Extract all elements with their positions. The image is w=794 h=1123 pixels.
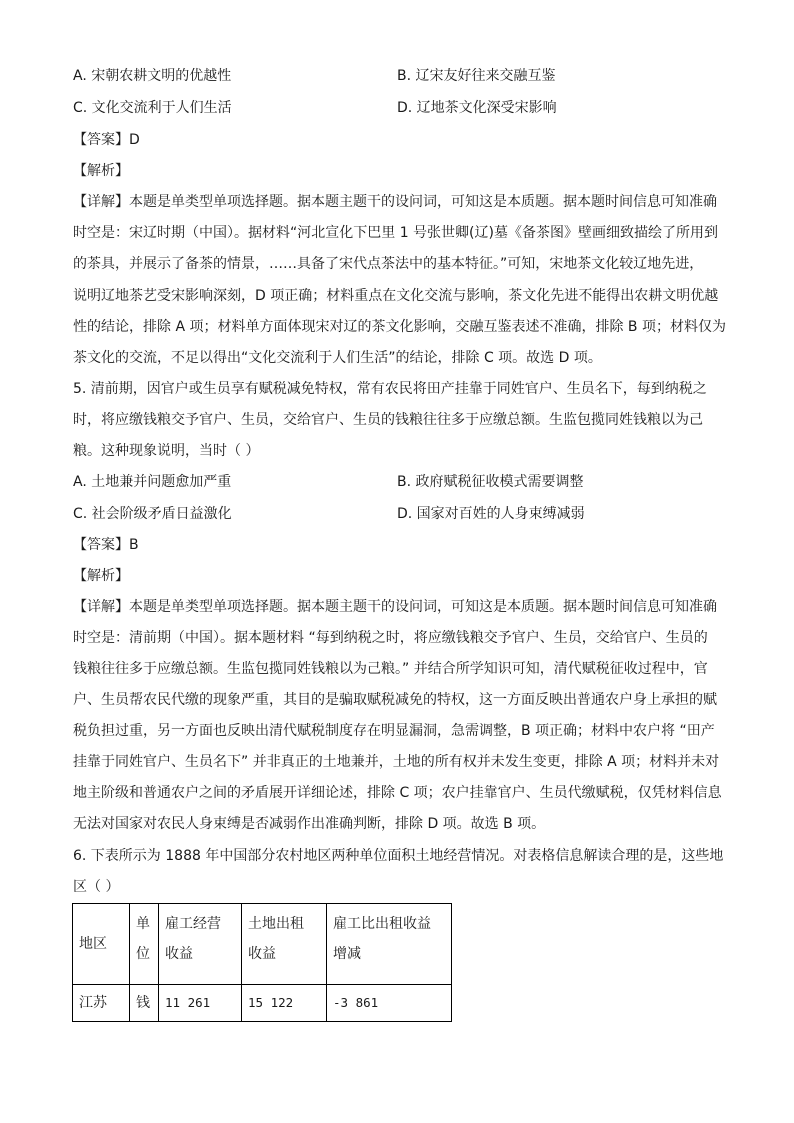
q4-detail-line: 【详解】本题是单类型单项选择题。据本题主题干的设问词，可知这是本质题。据本题时间信息可知准确 — [73, 194, 717, 210]
q5-stem-line: 5. 清前期，因官户或生员享有赋税减免特权，常有农民将田产挂靠于同姓官户、生员名下，每到纳税之 — [73, 381, 707, 397]
table-cell: 11 261 — [159, 985, 242, 1022]
table-cell: 15 122 — [242, 985, 327, 1022]
q5-option-b: B. 政府赋税征收模式需要调整 — [397, 474, 584, 490]
q5-option-d: D. 国家对百姓的人身束缚减弱 — [397, 506, 585, 522]
table-header-row — [73, 904, 452, 985]
q5-option-c: C. 社会阶级矛盾日益激化 — [73, 506, 232, 522]
q4-detail-line: 时空是：宋辽时期（中国）。据材料“河北宣化下巴里 1 号张世卿(辽)墓《备茶图》壁画细致描绘了所用到 — [73, 225, 718, 241]
q4-detail-line: 性的结论，排除 A 项；材料单方面体现宋对辽的茶文化影响，交融互鉴表述不准确，排除 B 项；材料仅为 — [73, 319, 726, 335]
table-cell: 钱 — [130, 985, 159, 1022]
table-cell: -3 861 — [327, 985, 452, 1022]
q4-detail-line: 的茶具，并展示了备茶的情景，……具备了宋代点茶法中的基本特征。”可知，宋地茶文化较辽地先进， — [73, 256, 704, 272]
q4-option-c: C. 文化交流利于人们生活 — [73, 100, 232, 116]
q5-detail-line: 【详解】本题是单类型单项选择题。据本题主题干的设问词，可知这是本质题。据本题时间信息可知准确 — [73, 599, 717, 615]
q5-detail-line: 无法对国家对农民人身束缚是否减弱作出准确判断，排除 D 项。故选 B 项。 — [73, 816, 546, 832]
q5-option-a: A. 土地兼并问题愈加严重 — [73, 474, 232, 490]
q4-answer: 【答案】D — [73, 132, 140, 148]
q5-detail-line: 户、生员帮农民代缴的现象严重，其目的是骗取赋税减免的特权，这一方面反映出普通农户身上承担的赋 — [73, 692, 717, 708]
q4-option-d: D. 辽地茶文化深受宋影响 — [397, 100, 557, 116]
q4-detail-line: 说明辽地茶艺受宋影响深刻，D 项正确；材料重点在文化交流与影响，茶文化先进不能得出农耕文明优越 — [73, 288, 719, 304]
q5-detail-line: 时空是：清前期（中国）。据本题材料 “每到纳税之时，将应缴钱粮交予官户、生员，交给官户、生员的 — [73, 630, 708, 646]
table-cell: 江苏 — [73, 985, 130, 1022]
q5-analysis-label: 【解析】 — [73, 568, 129, 584]
q5-detail-line: 税负担过重，另一方面也反映出清代赋税制度存在明显漏洞，急需调整，B 项正确；材料中农户将 “田产 — [73, 723, 715, 739]
q4-analysis-label: 【解析】 — [73, 163, 129, 179]
q4-option-b: B. 辽宋友好往来交融互鉴 — [397, 68, 556, 84]
q5-answer: 【答案】B — [73, 537, 139, 553]
q5-detail-line: 钱粮往往多于应缴总额。生监包揽同姓钱粮以为己粮。” 并结合所学知识可知，清代赋税征收过程中，官 — [73, 661, 708, 677]
q5-detail-line: 地主阶级和普通农户之间的矛盾展开详细论述，排除 C 项；农户挂靠官户、生员代缴赋税，仅凭材料信息 — [73, 785, 722, 801]
q4-detail-line: 茶文化的交流，不足以得出“文化交流利于人们生活”的结论，排除 C 项。故选 D 项。 — [73, 350, 602, 366]
table-header-cell: 单 位 — [130, 904, 159, 985]
q6-stem-line: 区（ ） — [73, 879, 120, 895]
table-header-cell: 地区 — [73, 904, 130, 985]
q5-stem-line: 时，将应缴钱粮交予官户、生员，交给官户、生员的钱粮往往多于应缴总额。生监包揽同姓钱粮以为己 — [73, 412, 703, 428]
q6-stem-line: 6. 下表所示为 1888 年中国部分农村地区两种单位面积土地经营情况。对表格信息解读合理的是，这些地 — [73, 848, 724, 864]
q4-option-a: A. 宋朝农耕文明的优越性 — [73, 68, 232, 84]
q5-stem-line: 粮。这种现象说明，当时（ ） — [73, 443, 260, 459]
q5-detail-line: 挂靠于同姓官户、生员名下” 并非真正的土地兼并，土地的所有权并未发生变更，排除 A 项；材料并未对 — [73, 754, 720, 770]
table-row — [73, 985, 452, 1022]
table-header-cell: 土地出租 收益 — [242, 904, 327, 985]
land-management-table — [72, 903, 452, 1022]
table-header-cell: 雇工经营 收益 — [159, 904, 242, 985]
table-header-cell: 雇工比出租收益 增减 — [327, 904, 452, 985]
